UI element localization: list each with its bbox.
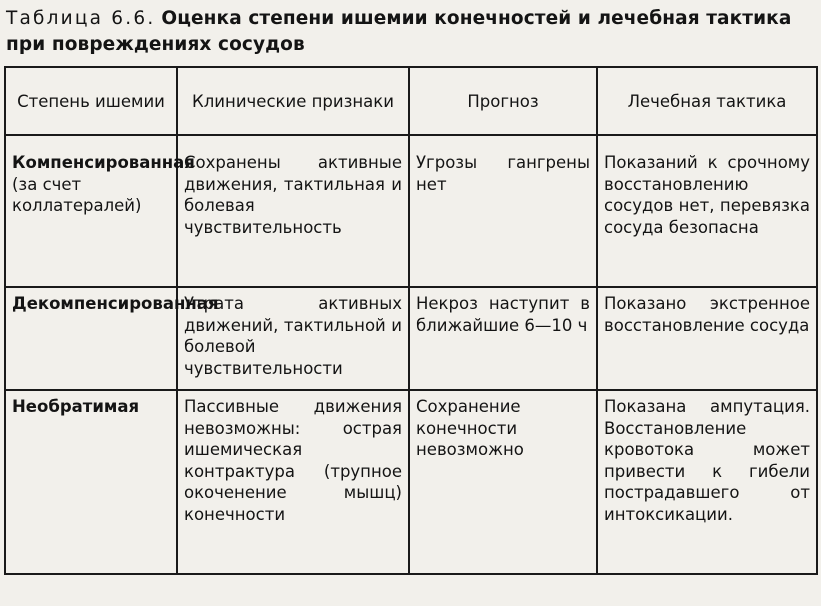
degree-name: Компенсированная <box>12 153 195 172</box>
degree-cell <box>5 135 195 287</box>
tactics-text: Показаний к срочному восстановлению сосудов нет, перевязка сосуда безопасна <box>604 153 810 237</box>
header-tactics: Лечебная тактика <box>597 67 817 135</box>
table-row <box>5 390 817 574</box>
degree-cell <box>5 390 177 574</box>
table-caption <box>6 6 814 58</box>
tactics-cell: Показана ампутация. Восстановление кровотока может привести к гибели пострадавшего от интоксикации. <box>597 390 817 574</box>
prognosis-cell: Некроз наступит в ближайшие 6—10 ч <box>409 287 597 390</box>
degree-name: Необратимая <box>12 397 140 416</box>
header-prognosis: Прогноз <box>409 67 597 135</box>
header-row <box>5 67 817 135</box>
header-degree: Степень ишемии <box>5 67 177 135</box>
prognosis-cell: Угрозы гангрены нет <box>409 135 597 287</box>
degree-cell <box>5 287 219 390</box>
degree-note: (за счет коллатералей) <box>12 174 142 215</box>
tactics-cell <box>597 135 817 287</box>
ischemia-table <box>4 66 818 575</box>
table-title: Оценка степени ишемии конечностей и лечебная тактика при повреждениях сосудов <box>6 8 792 55</box>
degree-name: Декомпенсированная <box>12 294 219 313</box>
signs-cell: Сохранены активные движения, тактильная и болевая чувствительность <box>177 135 409 287</box>
header-signs: Клинические признаки <box>177 67 409 135</box>
prognosis-cell: Сохранение конечности невозможно <box>409 390 597 574</box>
table-number: Таблица 6.6. <box>6 8 156 29</box>
table-row <box>5 287 817 390</box>
signs-cell: Пассивные движения невозможны: острая ишемическая контрактура (трупное окоченение мышц) конечности <box>177 390 409 574</box>
tactics-cell: Показано экстренное восстановление сосуда <box>597 287 817 390</box>
signs-cell: Утрата активных движений, тактильной и болевой чувствительности <box>177 287 409 390</box>
table-row <box>5 135 817 287</box>
